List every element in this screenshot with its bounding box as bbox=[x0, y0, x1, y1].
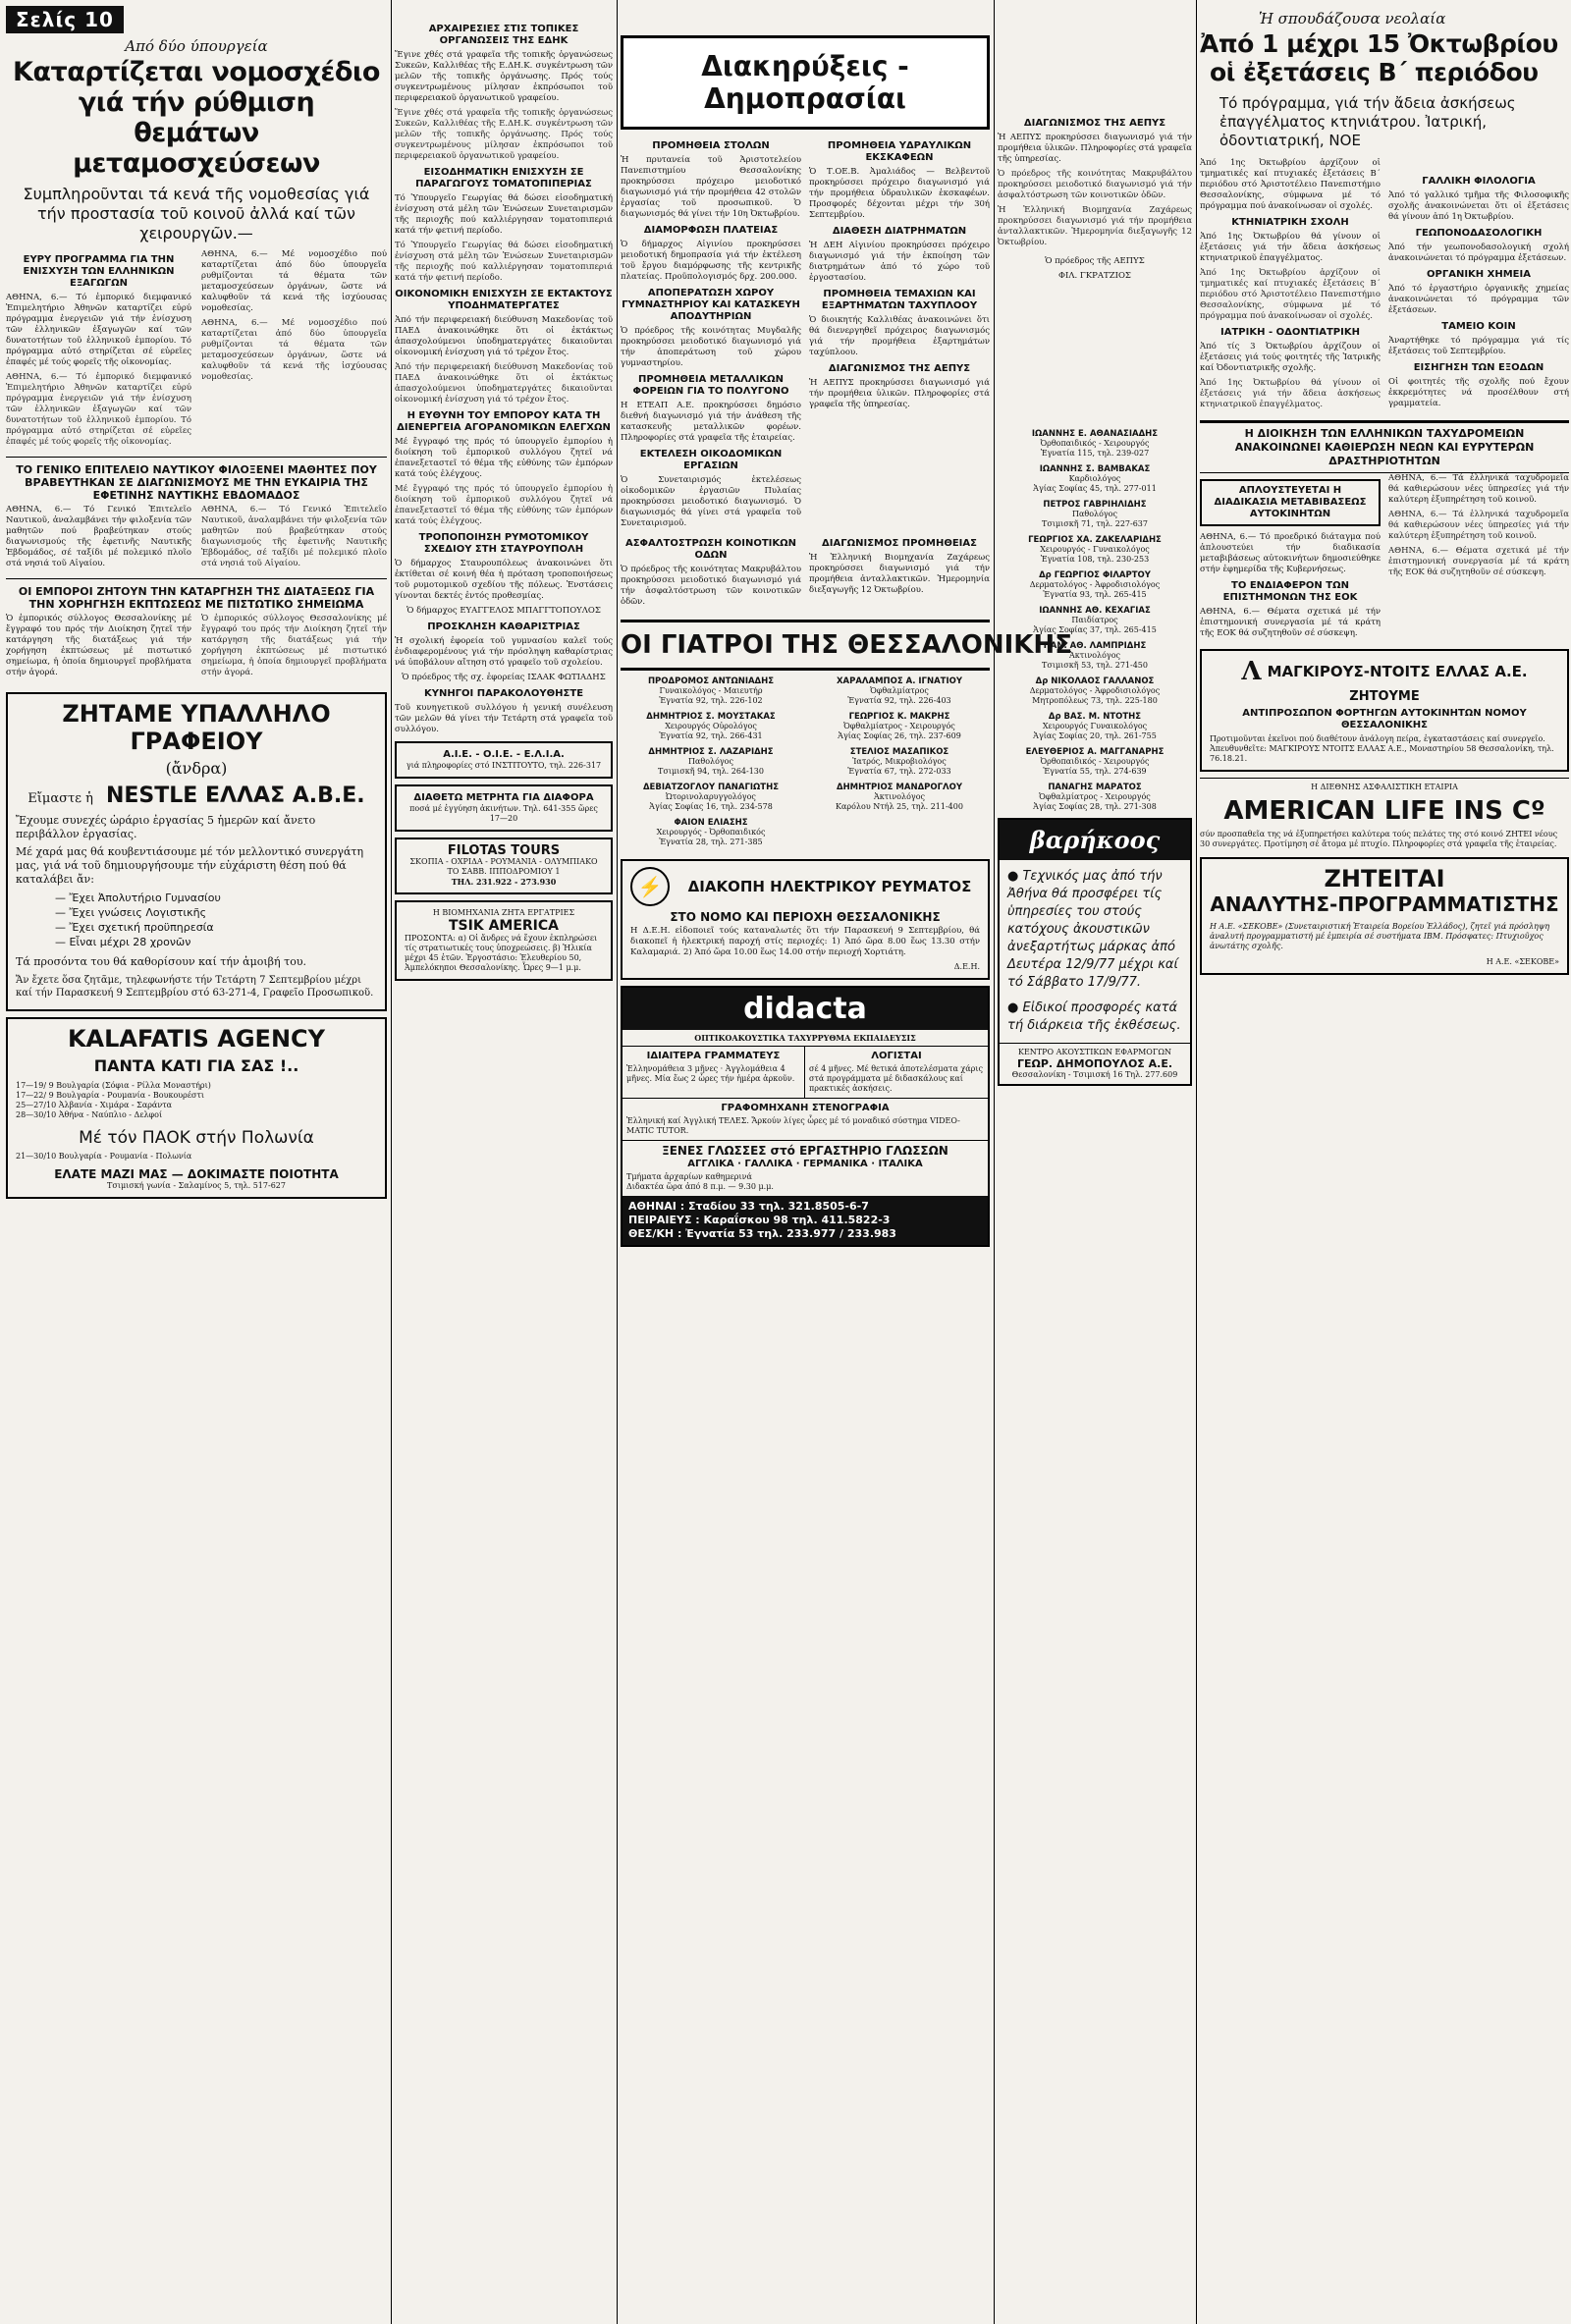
column-4 bbox=[998, 0, 1192, 2324]
post-text-cont: ΑΘΗΝΑ, 6.— Τά ἑλληνικά ταχυδρομεῖα θά καθιερώσουν νέες ὑπηρεσίες γιά τήν καλύτερη ἐξυπηρέτηση τοῦ κοινοῦ. bbox=[1388, 510, 1569, 541]
doctor-info: Ἀγίας Σοφίας 37, τηλ. 265-415 bbox=[1033, 625, 1157, 634]
doctor-name: ΦΑΙΟΝ ΕΛΙΑΣΗΣ bbox=[674, 818, 748, 828]
nestle-req-1: — Ἔχει Ἀπολυτήριο Γυμνασίου bbox=[55, 892, 221, 904]
hearing-ad-text-2-content: Εἰδικοί προσφορές κατά τή διάρκεια τῆς ἐκθέσεως. bbox=[1007, 1000, 1181, 1033]
col5-sub-2: ΙΑΤΡΙΚΗ - ΟΔΟΝΤΙΑΤΡΙΚΗ bbox=[1220, 327, 1360, 338]
doctor-info: Ἀγίας Σοφίας 20, τηλ. 261-755 bbox=[1033, 731, 1157, 740]
col2-ad4-sub: Η ΒΙΟΜΗΧΑΝΙΑ ΖΗΤΑ ΕΡΓΑΤΡΙΕΣ bbox=[432, 908, 575, 917]
col5-headline-2: οἱ ἐξετάσεις Β΄ περιόδου bbox=[1210, 58, 1539, 86]
col2-sign1: Ὁ δήμαρχος ΕΥΑΓΓΕΛΟΣ ΜΠΑΓΓΤΟΠΟΥΛΟΣ bbox=[406, 606, 601, 616]
doctor-entry bbox=[998, 747, 1192, 777]
doctor-name: ΔΗΜΗΤΡΙΟΣ ΜΑΝΔΡΟΓΛΟΥ bbox=[836, 783, 962, 792]
kalafatis-row-2: 17—22/ 9 Βουλγαρία - Ρουμανία - Βουκουρέστι bbox=[16, 1091, 205, 1100]
simplify-box bbox=[1200, 479, 1381, 526]
col2-ad1-title: Α.Ι.Ε. - Ο.Ι.Ε. - Ε.Λ.Ι.Α. bbox=[443, 749, 565, 760]
doctor-spec: Ἀκτινολόγος bbox=[1069, 651, 1120, 660]
didacta-ad bbox=[621, 986, 990, 1247]
col1-body1-cont: ΑΘΗΝΑ, 6.— Τό ἐμπορικό διεμφανικό Ἐπιμελητήριο Ἀθηνῶν καταρτίζει εὐρύ πρόγραμμα ἐνεργειῶν γιά τήν ἐνίσχυση τῶν ἐλληνικῶν ἐξαγωγῶν καί τῶν δυνατοτήτων τοῦ ἑλληνικοῦ ἐμπορίου. Τό πρόγραμμα αὐτό στηρίζεται σέ εὐρεῖες ἐπαφές μέ τούς φορεῖς τῆς οἰκονομίας. bbox=[6, 372, 191, 447]
doctor-name: ΕΛΕΥΘΕΡΙΟΣ Α. ΜΑΓΓΑΝΑΡΗΣ bbox=[1025, 747, 1165, 757]
col4-notice-cont: ΔΙΑΓΩΝΙΣΜΟΣ ΤΗΣ ΑΕΠΥΣ bbox=[1023, 118, 1166, 129]
doctor-spec: Ἀκτινολόγος bbox=[874, 792, 925, 801]
col4-sign-name: ΦΙΛ. ΓΚΡΑΤΖΙΟΣ bbox=[1058, 271, 1131, 281]
col4-notice-text-cont: Ὁ πρόεδρος τῆς κοινότητας Μακρυβάλτου προκηρύσσει μειοδοτικό διαγωνισμό γιά τήν ἀσφαλτόστρωση τῶν κοινοτικῶν ὁδῶν. bbox=[998, 169, 1192, 200]
doctor-name: Δρ ΝΙΚΟΛΑΟΣ ΓΑΛΛΑΝΟΣ bbox=[1035, 676, 1155, 686]
col2-ad3 bbox=[395, 838, 613, 894]
hearing-ad-foot-3: Θεσσαλονίκη - Τσιμισκή 16 Τηλ. 277.609 bbox=[1011, 1070, 1178, 1079]
column-2 bbox=[395, 0, 613, 2324]
doctor-info: Ἐγνατία 92, τηλ. 226-102 bbox=[659, 696, 763, 705]
hearing-ad-text-2 bbox=[1007, 1000, 1182, 1035]
doctor-entry bbox=[998, 535, 1192, 565]
kalafatis-title: KALAFATIS AGENCY bbox=[67, 1025, 326, 1053]
doctor-entry bbox=[809, 676, 990, 706]
programmer-title-1: ΖΗΤΕΙΤΑΙ bbox=[1324, 865, 1445, 892]
american-life-text: σύν προσπαθεῖα της νά ἐξυπηρετήσει καλύτερα τούς πελάτες της στό κοινό ΖΗΤΕΙ νέους 30 συνεργάτες. Προτίμηση σέ ἄτομα μέ πτυχίο. Πληροφορίες στά γραφεῖα τῆς ἑταιρείας. bbox=[1200, 830, 1558, 848]
doctor-spec: Ὀφθαλμίατρος - Χειρουργός bbox=[1039, 792, 1151, 801]
doctor-name: ΙΩΑΝΝΗΣ Ε. ΑΘΑΝΑΣΙΑΔΗΣ bbox=[1031, 429, 1159, 439]
doctor-spec: Παθολόγος bbox=[688, 757, 733, 766]
col2-ad2-title: ΔΙΑΘΕΤΩ ΜΕΤΡΗΤΑ ΓΙΑ ΔΙΑΦΟΡΑ bbox=[413, 792, 594, 803]
doctor-entry bbox=[809, 747, 990, 777]
notice-title: ΔΙΑΜΟΡΦΩΣΗ ΠΛΑΤΕΙΑΣ bbox=[643, 225, 779, 236]
doctor-spec: Χειρουργός - Γυναικολόγος bbox=[1040, 545, 1150, 554]
col1-body1: ΑΘΗΝΑ, 6.— Τό ἐμπορικό διεμφανικό Ἐπιμελητήριο Ἀθηνῶν καταρτίζει εὐρύ πρόγραμμα ἐνεργειῶν γιά τήν ἐνίσχυση τῶν ἐλληνικῶν ἐξαγωγῶν καί τῶν δυνατοτήτων τοῦ ἑλληνικοῦ ἐμπορίου. Τό πρόγραμμα αὐτό στηρίζεται σέ εὐρεῖες ἐπαφές μέ τούς φορεῖς τῆς οἰκονομίας. bbox=[6, 293, 191, 367]
didacta-course-3: ΛΟΓΙΣΤΑΙ bbox=[871, 1051, 922, 1061]
column-3 bbox=[621, 0, 1072, 2324]
magirus-ad bbox=[1200, 649, 1569, 772]
column-rule bbox=[1196, 0, 1197, 2324]
nestle-p2: Μέ χαρά μας θά κουβεντιάσουμε μέ τόν μελλοντικό συνεργάτη μας, γιά νά τοῦ δημιουργήσουμε τήν εὐχάριστη θέση πού θά καταλάβει ἄν: bbox=[16, 845, 364, 886]
doctor-name: ΠΡΟΔΡΟΜΟΣ ΑΝΤΩΝΙΑΔΗΣ bbox=[647, 676, 775, 686]
doctor-entry bbox=[998, 676, 1192, 706]
col5-body-7: Οἱ φοιτητές τῆς σχολῆς πού ἔχουν ἐκκρεμότητες νά προσέλθουν στή γραμματεία. bbox=[1388, 377, 1569, 408]
magirus-sub-1: ΖΗΤΟΥΜΕ bbox=[1349, 689, 1420, 704]
col5-body-6: Ἀπό τήν γεωπονοδασολογική σχολή ἀνακοινώνεται τό πρόγραμμα ἐξετάσεων. bbox=[1388, 243, 1569, 263]
nestle-p1: Ἔχουμε συνεχές ὡράριο ἐργασίας 5 ἡμερῶν καί ἄνετο περιβάλλον ἐργασίας. bbox=[16, 814, 316, 840]
nestle-p4: Ἄν ἔχετε ὅσα ζητᾶμε, τηλεφωνήστε τήν Τετάρτη 7 Σεπτεμβρίου μέχρι καί τήν Παρασκευή 9 Σεπτεμβρίου στό 63-271-4, Γραφεῖο Προσωπικοῦ. bbox=[16, 975, 374, 999]
nestle-title: ΖΗΤΑΜΕ ΥΠΑΛΛΗΛΟ ΓΡΑΦΕΙΟΥ bbox=[62, 700, 331, 755]
notice-text: Ὁ Συνεταιρισμός ἐκτελέσεως οἰκοδομικῶν ἐργασιῶν Πυλαίας προκηρύσσει μειοδοτικό διαγωνισμό. Ὁ διαγωνισμός θά γίνει στά γραφεῖα τοῦ Συνεταιρισμοῦ. bbox=[621, 475, 801, 528]
doctor-info: Τσιμισκῆ 53, τηλ. 271-450 bbox=[1042, 661, 1148, 670]
doctor-info: Ἀγίας Σοφίας 45, τηλ. 277-011 bbox=[1033, 484, 1157, 493]
dei-logo-icon: ⚡ bbox=[630, 867, 670, 906]
notices-right bbox=[809, 135, 990, 533]
col5-kicker: Ἡ σπουδάζουσα νεολαία bbox=[1259, 10, 1446, 27]
notice-title: ΕΚΤΕΛΕΣΗ ΟΙΚΟΔΟΜΙΚΩΝ ΕΡΓΑΣΙΩΝ bbox=[639, 449, 783, 471]
doctor-spec: Παθολόγος bbox=[1072, 510, 1117, 518]
doctor-spec: Καρδιολόγος bbox=[1068, 474, 1121, 483]
column-5 bbox=[1200, 0, 1569, 2324]
col2-ad1 bbox=[395, 741, 613, 779]
hearing-ad bbox=[998, 818, 1192, 1086]
col5-headline-1: Ἀπό 1 μέχρι 15 Ὀκτωβρίου bbox=[1200, 29, 1558, 58]
col5-body-5: Ἀπό τό γαλλικό τμῆμα τῆς Φιλοσοφικῆς σχολῆς ἀνακοινώνεται ὅτι οἱ ἐξετάσεις θά γίνουν ἀπό 1η Ὀκτωβρίου. bbox=[1388, 190, 1569, 222]
kalafatis-sub: ΠΑΝΤΑ ΚΑΤΙ ΓΙΑ ΣΑΣ !.. bbox=[93, 1056, 299, 1075]
doctor-name: ΔΕΒΙΑΤΖΟΓΛΟΥ ΠΑΝΑΓΙΩΤΗΣ bbox=[642, 783, 780, 792]
column-rule bbox=[391, 0, 392, 2324]
col2-sub4: Η ΕΥΘΥΝΗ ΤΟΥ ΕΜΠΟΡΟΥ ΚΑΤΑ ΤΗ ΔΙΕΝΕΡΓΕΙΑ ΑΓΟΡΑΝΟΜΙΚΩΝ ΕΛΕΓΧΩΝ bbox=[397, 410, 611, 433]
col5-body-2-cont: Ἀπό 1ης Ὀκτωβρίου θά γίνουν οἱ ἐξετάσεις γιά τήν ἄδεια ἀσκήσεως κτηνιατρικοῦ ἐπαγγέλματος. bbox=[1200, 378, 1381, 409]
col1-headline-2: γιά τήν ρύθμιση bbox=[78, 87, 315, 118]
power-cut-notice bbox=[621, 859, 990, 980]
didacta-course-1-text: Ἑλληνομάθεια 3 μῆνες · Ἀγγλομάθεια 4 μῆνες. Μία ἕως 2 ὧρες τήν ἡμέρα ἀρκοῦν. bbox=[626, 1064, 795, 1083]
doctor-spec: Ὀφθαλμίατρος bbox=[870, 686, 929, 695]
doctors-title: ΟΙ ΓΙΑΤΡΟΙ ΤΗΣ ΘΕΣΣΑΛΟΝΙΚΗΣ bbox=[621, 620, 990, 671]
col4-notice-text: Ἡ ΑΕΠΥΣ προκηρύσσει διαγωνισμό γιά τήν προμήθεια ὑλικῶν. Πληροφορίες στά γραφεῖα τῆς ὑπηρεσίας. bbox=[998, 133, 1192, 164]
hearing-ad-logo: βαρήκοος bbox=[1000, 820, 1190, 860]
col2-sign2: Ὁ πρόεδρος τῆς σχ. ἐφορείας ΙΣΑΑΚ ΦΩΤΙΑΔΗΣ bbox=[402, 673, 606, 682]
col2-ad4-title: TSIK AMERICA bbox=[449, 918, 559, 934]
col5-sub-3: ΟΡΓΑΝΙΚΗ ΧΗΜΕΙΑ bbox=[1427, 269, 1531, 280]
programmer-title-2: ΑΝΑΛΥΤΗΣ-ΠΡΟΓΡΑΜΜΑΤΙΣΤΗΣ bbox=[1210, 892, 1559, 916]
col2-ad3-title: FILOTAS TOURS bbox=[447, 843, 561, 858]
col1-sub1: ΕΥΡΥ ΠΡΟΓΡΑΜΜΑ ΓΙΑ ΤΗΝ ΕΝΙΣΧΥΣΗ ΤΩΝ ΕΛΛΗΝΙΚΩΝ ΕΞΑΓΩΓΩΝ bbox=[23, 254, 175, 289]
doctor-name: ΠΑΝΑΓΗΣ ΜΑΡΑΤΟΣ bbox=[1048, 783, 1142, 792]
notice-text: Ἡ πρυτανεία τοῦ Ἀριστοτελείου Πανεπιστημίου Θεσσαλονίκης προκηρύσσει πρόχειρο μειοδοτικό διαγωνισμό γιά τήν προμήθεια 42 στολῶν ἐργασίας τοῦ προσωπικοῦ. Ὁ διαγωνισμός θά γίνει τήν 10η Ὀκτωβρίου. bbox=[621, 155, 801, 219]
doctor-entry bbox=[998, 712, 1192, 741]
doctor-spec: Χειρουργός Γυναικολόγος bbox=[1042, 722, 1148, 730]
doctors-grid bbox=[621, 676, 990, 853]
hearing-ad-text-1-content: Τεχνικός μας ἀπό τήν Ἀθήνα θά προσφέρει τίς ὑπηρεσίες του στούς κατόχους ἀκουστικῶν ἀνεξαρτήτως μάρκας ἀπό Δευτέρα 12/9/77 μέχρι καί τό Σάββατο 17/9/77. bbox=[1007, 869, 1178, 990]
doctor-spec: Ὀρθοπαιδικός - Χειρουργός bbox=[1040, 439, 1150, 448]
col2-body4: Μέ ἔγγραφό της πρός τό ὑπουργεῖο ἐμπορίου ἡ διοίκηση τοῦ ἐμπορικοῦ συλλόγου ζητεῖ νά ἐπανεξεταστεῖ τό θέμα τῆς εὐθύνης τῶν ἐμπόρων κατά τούς ἐλέγχους. bbox=[395, 437, 613, 479]
notice-title: ΠΡΟΜΗΘΕΙΑ ΤΕΜΑΧΙΩΝ ΚΑΙ ΕΞΑΡΤΗΜΑΤΩΝ ΤΑΧΥΠΛΟΟΥ bbox=[821, 289, 978, 311]
col4-sign-title: Ὁ πρόεδρος τῆς ΑΕΠΥΣ bbox=[1045, 256, 1145, 266]
didacta-address-piraeus: ΠΕΙΡΑΙΕΥΣ : Καραΐσκου 98 τηλ. 411.5822-3 bbox=[628, 1214, 891, 1226]
doctor-name: ΔΗΜΗΤΡΙΟΣ Σ. ΛΑΖΑΡΙΔΗΣ bbox=[648, 747, 774, 757]
notice-title: ΔΙΑΓΩΝΙΣΜΟΣ ΠΡΟΜΗΘΕΙΑΣ bbox=[822, 538, 977, 549]
col2-ad4 bbox=[395, 900, 613, 981]
doctor-entry bbox=[998, 606, 1192, 635]
nestle-pre: Εἴμαστε ἡ bbox=[27, 791, 93, 806]
post-text: ΑΘΗΝΑ, 6.— Τά ἑλληνικά ταχυδρομεῖα θά καθιερώσουν νέες ὑπηρεσίες γιά τήν καλύτερη ἐξυπηρέτηση τοῦ κοινοῦ. bbox=[1388, 473, 1569, 505]
doctor-entry bbox=[998, 641, 1192, 671]
col2-sub2: ΕΙΣΟΔΗΜΑΤΙΚΗ ΕΝΙΣΧΥΣΗ ΣΕ ΠΑΡΑΓΩΓΟΥΣ ΤΟΜΑΤΟΠΙΠΕΡΙΑΣ bbox=[415, 167, 592, 189]
magirus-logo: ΜΑΓΚΙΡΟΥΣ-ΝΤΟΙΤΣ ΕΛΛΑΣ Α.Ε. bbox=[1267, 663, 1528, 680]
col1-kicker: Από δύο ύπουργεία bbox=[125, 37, 268, 55]
doctor-spec: Ὀρθοπαιδικός - Χειρουργός bbox=[1040, 757, 1150, 766]
doctor-info: Ἐγνατία 67, τηλ. 272-033 bbox=[847, 767, 951, 776]
power-cut-sub: ΣΤΟ ΝΟΜΟ ΚΑΙ ΠΕΡΙΟΧΗ ΘΕΣΣΑΛΟΝΙΚΗΣ bbox=[670, 910, 941, 924]
col5-body-4: Ἀναρτήθηκε τό πρόγραμμα γιά τίς ἐξετάσεις τοῦ Σεπτεμβρίου. bbox=[1388, 336, 1569, 356]
nestle-req-3: — Ἔχει σχετική προϋπηρεσία bbox=[55, 921, 214, 934]
doctor-name: ΠΕΤΡΟΣ ΓΑΒΡΙΗΛΙΔΗΣ bbox=[1043, 500, 1147, 510]
doctor-spec: Δερματολόγος - Ἀφροδισιολόγος bbox=[1029, 580, 1161, 589]
doctor-entry bbox=[998, 429, 1192, 459]
col2-sub6: ΠΡΟΣΚΛΗΣΗ ΚΑΘΑΡΙΣΤΡΙΑΣ bbox=[427, 622, 580, 632]
col5-body1: Ἀπό 1ης Ὀκτωβρίου ἀρχίζουν οἱ τμηματικές καί πτυχιακές ἐξετάσεις Β΄ περιόδου στό Ἀριστοτέλειο Πανεπιστήμιο Θεσσαλονίκης, σύμφωνα μέ τό πρόγραμμα πού ἀνακοίνωσαν οἱ σχολές. bbox=[1200, 158, 1381, 211]
doctor-info: Ἐγνατία 92, τηλ. 226-403 bbox=[847, 696, 951, 705]
doctor-info: Ἀγίας Σοφίας 28, τηλ. 271-308 bbox=[1033, 802, 1157, 811]
doctor-name: ΙΩΑΝΝΗΣ Σ. ΒΑΜΒΑΚΑΣ bbox=[1039, 464, 1151, 474]
col4-notice-text-cont-2: Ἡ Ἑλληνική Βιομηχανία Ζαχάρεως προκηρύσσει διαγωνισμό γιά τήν προμήθεια ἀνταλλακτικῶν. Ἡμερομηνία διεξαγωγῆς 12 Ὀκτωβρίου. bbox=[998, 205, 1192, 247]
kalafatis-address: Τσιμισκή γωνία - Σαλαμίνος 5, τηλ. 517-627 bbox=[107, 1181, 286, 1190]
hearing-ad-foot-2: ΓΕΩΡ. ΔΗΜΟΠΟΥΛΟΣ Α.Ε. bbox=[1016, 1057, 1173, 1070]
doctor-name: ΧΑΡΑΛΑΜΠΟΣ Α. ΙΓΝΑΤΙΟΥ bbox=[836, 676, 963, 686]
doctor-info: Ἐγνατία 93, τηλ. 265-415 bbox=[1043, 590, 1147, 599]
simplify-text: ΑΘΗΝΑ, 6.— Τό προεδρικό διάταγμα πού ἀπλουστεύει τήν διαδικασία μεταβιβάσεως αὐτοκινήτων δημοσιεύθηκε στήν ἐφημερίδα τῆς Κυβερνήσεως. bbox=[1200, 532, 1381, 574]
doctor-spec: Ὠτορινολαρυγγολόγος bbox=[666, 792, 756, 801]
simplify-title: ΑΠΛΟΥΣΤΕΥΕΤΑΙ Η ΔΙΑΔΙΚΑΣΙΑ ΜΕΤΑΒΙΒΑΣΕΩΣ ΑΥΤΟΚΙΝΗΤΩΝ bbox=[1214, 485, 1367, 519]
programmer-ad bbox=[1200, 857, 1569, 975]
notice-text: Ὁ πρόεδρος τῆς κοινότητας Μυγδαλῆς προκηρύσσει μειοδοτικό διαγωνισμό γιά τήν ἀποπεράτωση τοῦ χώρου γυμναστηρίου. bbox=[621, 326, 801, 368]
col2-sub3: ΟΙΚΟΝΟΜΙΚΗ ΕΝΙΣΧΥΣΗ ΣΕ ΕΚΤΑΚΤΟΥΣ ΥΠΟΔΗΜΑΤΕΡΓΑΤΕΣ bbox=[395, 289, 613, 311]
magirus-text: Προτιμοῦνται ἐκεῖνοι πού διαθέτουν ἀνάλογη πείρα, ἐγκαταστάσεις καί συνεργεῖο. Ἀπευθυνθεῖτε: ΜΑΓΚΙΡΟΥΣ ΝΤΟΙΤΣ ΕΛΛΑΣ Α.Ε., Μοναστηρίου 58 Θεσσαλονίκη, τηλ. 76.18.21. bbox=[1210, 734, 1554, 763]
doctor-entry bbox=[998, 464, 1192, 494]
american-life-ad bbox=[1200, 778, 1569, 849]
col1-sub3: ΟΙ ΕΜΠΟΡΟΙ ΖΗΤΟΥΝ ΤΗΝ ΚΑΤΑΡΓΗΣΗ ΤΗΣ ΔΙΑΤΑΞΕΩΣ ΓΙΑ ΤΗΝ ΧΟΡΗΓΗΣΗ ΕΚΠΤΩΣΕΩΣ ΜΕ ΠΙΣΤΩΤΙΚΟ ΣΗΜΕΙΩΜΑ bbox=[18, 585, 375, 611]
nestle-ad bbox=[6, 692, 387, 1011]
col1-headline-1: Καταρτίζεται νομοσχέδιο bbox=[13, 57, 380, 87]
doctor-name: Δρ ΒΑΣ. Μ. ΝΤΟΤΗΣ bbox=[1048, 712, 1142, 722]
kalafatis-row-3: 25—27/10 Ἀλβανία - Χιμάρα - Σαράντα bbox=[16, 1101, 173, 1109]
col5-sub-5: ΓΑΛΛΙΚΗ ΦΙΛΟΛΟΓΙΑ bbox=[1422, 176, 1536, 187]
notice-title: ΔΙΑΘΕΣΗ ΔΙΑΤΡΗΜΑΤΩΝ bbox=[832, 226, 967, 237]
interest-title: ΤΟ ΕΝΔΙΑΦΕΡΟΝ ΤΩΝ ΕΠΙΣΤΗΜΟΝΩΝ ΤΗΣ ΕΟΚ bbox=[1222, 580, 1358, 603]
col2-body5: Ὁ δήμαρχος Σταυρουπόλεως ἀνακοινώνει ὅτι ἐκτίθεται σέ κοινή θέα ἡ πρόταση τροποποιήσεως τοῦ ρυμοτομικοῦ σχεδίου τῆς πόλεως. Ἐνστάσεις γίνονται δεκτές ἐντός προθεσμίας. bbox=[395, 559, 613, 601]
didacta-tag: ΟΠΤΙΚΟΑΚΟΥΣΤΙΚΑ ΤΑΧΥΡΡΥΘΜΑ ΕΚΠΑΙΔΕΥΣΙΣ bbox=[623, 1030, 988, 1047]
languages-list: ΑΓΓΛΙΚΑ · ΓΑΛΛΙΚΑ · ΓΕΡΜΑΝΙΚΑ · ΙΤΑΛΙΚΑ bbox=[687, 1159, 923, 1169]
doctor-name: ΙΩΑΝΝΗΣ ΑΘ. ΚΕΧΑΓΙΑΣ bbox=[1039, 606, 1151, 616]
kalafatis-paok-row: 21—30/10 Βουλγαρία - Ρουμανία - Πολωνία bbox=[16, 1152, 192, 1161]
bullet-icon: ● bbox=[1007, 869, 1023, 884]
col2-body6: Ἡ σχολική ἐφορεία τοῦ γυμνασίου καλεῖ τούς ἐνδιαφερομένους γιά τήν πρόσληψη καθαρίστριας νά ὑποβάλουν αἴτηση στό γραφεῖο τοῦ σχολείου. bbox=[395, 636, 613, 668]
doctor-spec: Χειρουργός Οὐρολόγος bbox=[665, 722, 757, 730]
doctor-spec: Ἰατρός, Μικροβιολόγος bbox=[852, 757, 947, 766]
col5-deck: Τό πρόγραμμα, γιά τήν ἄδεια ἀσκήσεως ἐπαγγέλματος κτηνιάτρου. Ἰατρική, ὀδοντιατρική, ΝΟΕ bbox=[1219, 94, 1516, 149]
american-life-pre: Η ΔΙΕΘΝΗΣ ΑΣΦΑΛΙΣΤΙΚΗ ΕΤΑΙΡΙΑ bbox=[1311, 783, 1458, 791]
col2-body2: Τό Ὑπουργεῖο Γεωργίας θά δώσει εἰσοδηματική ἐνίσχυση στά μέλη τῶν Ἑνώσεων Συνεταιρισμῶν τῆς περιοχῆς πού καλλιέργησαν τοματοπιπεριά κατά τήν φετινή περίοδο. bbox=[395, 193, 613, 236]
doctor-entry bbox=[998, 570, 1192, 600]
divider bbox=[6, 578, 387, 579]
notice-title: ΠΡΟΜΗΘΕΙΑ ΜΕΤΑΛΛΙΚΩΝ ΦΟΡΕΙΩΝ ΓΙΑ ΤΟ ΠΟΛΥΓΟΝΟ bbox=[632, 374, 789, 397]
doctor-name: ΔΗΜΗΤΡΙΟΣ Σ. ΜΟΥΣΤΑΚΑΣ bbox=[646, 712, 776, 722]
magirus-logo-icon: Λ bbox=[1241, 657, 1262, 686]
hearing-ad-text-1 bbox=[1007, 868, 1182, 992]
notice-title: ΑΠΟΠΕΡΑΤΩΣΗ ΧΩΡΟΥ ΓΥΜΝΑΣΤΗΡΙΟΥ ΚΑΙ ΚΑΤΑΣΚΕΥΗ ΑΠΟΔΥΤΗΡΙΩΝ bbox=[622, 288, 800, 322]
interest-text-cont: ΑΘΗΝΑ, 6.— Θέματα σχετικά μέ τήν ἐπιστημονική συνεργασία μέ τά κράτη τῆς ΕΟΚ θά συζητηθοῦν σέ σύσκεψη. bbox=[1388, 546, 1569, 577]
didacta-address-thessaloniki: ΘΕΣ/ΚΗ : Ἐγνατία 53 τηλ. 233.977 / 233.983 bbox=[628, 1227, 896, 1240]
col2-ad4-text: ΠΡΟΣΟΝΤΑ: α) Οἱ ἄνδρες νά ἔχουν ἐκπληρώσει τίς στρατιωτικές τους ὑποχρεώσεις. β) Ἡλικία μέχρι 45 ἐτῶν. Ἐργοστάσιο: Ἐλευθερίου 50, Ἀμπελόκηποι Θεσσαλονίκης. Ὧρες 9—1 μ.μ. bbox=[405, 934, 598, 972]
col2-ad3-text: ΣΚΟΠΙΑ - ΟΧΡΙΔΑ - ΡΟΥΜΑΝΙΑ - ΟΛΥΜΠΙΑΚΟ ΤΟ ΣΑΒΒ. ΙΠΠΟΔΡΟΜΙΟΥ 1 bbox=[409, 857, 598, 876]
col2-body2-cont: Τό Ὑπουργεῖο Γεωργίας θά δώσει εἰσοδηματική ἐνίσχυση στά μέλη τῶν Ἑνώσεων Συνεταιρισμῶν τῆς περιοχῆς πού καλλιέργησαν τοματοπιπεριά κατά τήν φετινή περίοδο. bbox=[395, 241, 613, 283]
column-rule bbox=[994, 0, 995, 2324]
col2-body1-cont: Ἔγινε χθές στά γραφεῖα τῆς τοπικῆς ὀργανώσεως Συκεῶν, Καλλιθέας τῆς Ε.ΔΗ.Κ. συγκέντρωση τῶν μελῶν τῆς τοπικῆς ὀργάνωσης. Πρός τούς συγκεντρωμένους μίλησαν ἐκπρόσωποι τοῦ περιφερειακοῦ ὀργανωτικοῦ γραφείου. bbox=[395, 108, 613, 161]
power-cut-text: Η Δ.Ε.Η. εἰδοποιεῖ τούς καταναλωτές ὅτι τήν Παρασκευή 9 Σεπτεμβρίου, θά διακοπεῖ ἡ ἠλεκτρική παροχή στίς περιοχές: 1) Ἀπό ὥρα 8.00 ἕως 13.30 στήν Καλαμαριά. 2) Ἀπό ὥρα 10.00 ἕως 14.00 στήν περιοχή Χορτιάτη. bbox=[630, 926, 980, 957]
col2-ad3-phone: ΤΗΛ. 231.922 - 273.930 bbox=[451, 877, 557, 887]
american-life-title: AMERICAN LIFE INS Cº bbox=[1223, 796, 1545, 826]
col5-body-3: Ἀπό τό ἐργαστήριο ὀργανικῆς χημείας ἀνακοινώνεται τό πρόγραμμα τῶν ἐξετάσεων. bbox=[1388, 284, 1569, 315]
doctor-entry bbox=[621, 712, 801, 741]
nestle-req-4: — Εἶναι μέχρι 28 χρονῶν bbox=[55, 936, 191, 948]
kalafatis-paok: Μέ τόν ΠΑΟΚ στήν Πολωνία bbox=[79, 1128, 314, 1148]
interest-text: ΑΘΗΝΑ, 6.— Θέματα σχετικά μέ τήν ἐπιστημονική συνεργασία μέ τά κράτη τῆς ΕΟΚ θά συζητηθοῦν σέ σύσκεψη. bbox=[1200, 607, 1381, 638]
nestle-list bbox=[55, 891, 377, 949]
masthead-logo: Σελίς 10 bbox=[6, 6, 124, 33]
notice-text: Ἡ Ἑλληνική Βιομηχανία Ζαχάρεως προκηρύσσει διαγωνισμό γιά τήν προμήθεια ἀνταλλακτικῶν. Ἡμερομηνία διεξαγωγῆς 12 Ὀκτωβρίου. bbox=[809, 553, 990, 595]
doctor-entry bbox=[998, 783, 1192, 812]
doctor-name: ΠΑΝ. ΑΘ. ΛΑΜΠΡΙΔΗΣ bbox=[1043, 641, 1147, 651]
didacta-address-athens: ΑΘΗΝΑΙ : Σταδίου 33 τηλ. 321.8505-6-7 bbox=[628, 1200, 869, 1213]
doctor-entry bbox=[621, 783, 801, 812]
doctor-spec: Γυναικολόγος - Μαιευτήρ bbox=[659, 686, 763, 695]
doctor-name: Δρ ΓΕΩΡΓΙΟΣ ΦΙΛΑΡΤΟΥ bbox=[1039, 570, 1151, 580]
col1-body4-cont: Ὁ ἐμπορικός σύλλογος Θεσσαλονίκης μέ ἔγγραφό του πρός τήν Διοίκηση ζητεῖ τήν κατάργηση τῆς διατάξεως γιά τήν χορήγηση ἐκπτώσεως μέ πιστωτικό σημείωμα, ἡ ὁποία δημιουργεῖ προβλήματα στήν ἀγορά. bbox=[201, 614, 387, 677]
column-1 bbox=[6, 0, 387, 2324]
nestle-req-2: — Ἔχει γνώσεις Λογιστικῆς bbox=[55, 906, 207, 919]
doctor-name: ΓΕΩΡΓΙΟΣ ΧΑ. ΖΑΚΕΛΑΡΙΔΗΣ bbox=[1028, 535, 1162, 545]
col2-ad2 bbox=[395, 784, 613, 832]
divider bbox=[6, 457, 387, 458]
col1-body3-cont: ΑΘΗΝΑ, 6.— Τό Γενικό Ἐπιτελεῖο Ναυτικοῦ, ἀναλαμβάνει τήν φιλοξενία τῶν μαθητῶν πού βραβεύτηκαν στούς διαγωνισμούς τῆς ἐφετινῆς Ναυτικῆς Ἑβδομάδος, σέ ταξίδι μέ πολεμικό πλοῖο στά νησιά τοῦ Αἰγαίου. bbox=[201, 505, 387, 568]
col2-body7: Τοῦ κυνηγετικοῦ συλλόγου ἡ γενική συνέλευση τῶν μελῶν θά γίνει τήν Τετάρτη στά γραφεῖα τοῦ συλλόγου. bbox=[395, 703, 613, 734]
doctor-spec: Παιδίατρος bbox=[1071, 616, 1118, 624]
doctor-spec: Χειρουργός - Ὀρθοπαιδικός bbox=[656, 828, 766, 837]
col5-sub-1: ΚΤΗΝΙΑΤΡΙΚΗ ΣΧΟΛΗ bbox=[1231, 217, 1349, 228]
doctor-info: Ἐγνατία 92, τηλ. 266-431 bbox=[659, 731, 763, 740]
col5-sub-6: ΓΕΩΠΟΝΟΔΑΣΟΛΟΓΙΚΗ bbox=[1415, 228, 1543, 239]
col2-body4-cont: Μέ ἔγγραφό της πρός τό ὑπουργεῖο ἐμπορίου ἡ διοίκηση τοῦ ἐμπορικοῦ συλλόγου ζητεῖ νά ἐπανεξεταστεῖ τό θέμα τῆς εὐθύνης τῶν ἐμπόρων κατά τούς ἐλέγχους. bbox=[395, 484, 613, 526]
languages-bullet-1: Τμήματα ἀρχαρίων καθημερινά bbox=[626, 1172, 752, 1181]
col5-sub-4: ΤΑΜΕΙΟ ΚΟΙΝ bbox=[1441, 321, 1516, 332]
programmer-sign: Η Α.Ε. «ΣΕΚΟΒΕ» bbox=[1486, 957, 1559, 966]
didacta-logo: didacta bbox=[623, 988, 988, 1030]
notice-text: Ἡ ΔΕΗ Αἰγινίου προκηρύσσει πρόχειρο διαγωνισμό γιά τήν ἐκποίηση τῶν διατρημάτων ἀπό τό χώρο τοῦ ἐργοστασίου. bbox=[809, 241, 990, 283]
languages-bullet-2: Διδακτέα ὥρα ἀπό 8 π.μ. — 9.30 μ.μ. bbox=[626, 1182, 774, 1191]
notices-banner: Διακηρύξεις - Δημοπρασίαι bbox=[621, 35, 990, 130]
doctor-info: Ἐγνατία 115, τηλ. 239-027 bbox=[1040, 449, 1150, 458]
post-headline: Η ΔΙΟΙΚΗΣΗ ΤΩΝ ΕΛΛΗΝΙΚΩΝ ΤΑΧΥΔΡΟΜΕΙΩΝ ΑΝΑΚΟΙΝΩΝΕΙ ΚΑΘΙΕΡΩΣΗ ΝΕΩΝ ΚΑΙ ΕΥΡΥΤΕΡΩΝ ΔΡΑΣΤΗΡΙΟΤΗΤΩΝ bbox=[1200, 420, 1569, 473]
column-rule bbox=[617, 0, 618, 2324]
notice-title: ΠΡΟΜΗΘΕΙΑ ΣΤΟΛΩΝ bbox=[652, 140, 770, 151]
col1-body2-cont: ΑΘΗΝΑ, 6.— Μέ νομοσχέδιο πού καταρτίζεται ἀπό δύο ὑπουργεῖα ρυθμίζονται τά θέματα τῶν μεταμοσχεύσεων ὀργάνων, ὥστε νά καλυφθοῦν τά κενά τῆς ἰσχύουσας νομοθεσίας. bbox=[201, 318, 387, 382]
notice-text: Ἡ ΑΕΠΥΣ προκηρύσσει διαγωνισμό γιά τήν προμήθεια ὑλικῶν. Πληροφορίες στά γραφεῖα τῆς ὑπηρεσίας. bbox=[809, 378, 990, 409]
col2-ad1-text: γιά πληροφορίες στό ΙΝΣΤΙΤΟΥΤΟ, τηλ. 226-317 bbox=[406, 761, 602, 770]
kalafatis-slogan: ΕΛΑΤΕ ΜΑΖΙ ΜΑΣ — ΔΟΚΙΜΑΣΤΕ ΠΟΙΟΤΗΤΑ bbox=[54, 1167, 339, 1181]
doctor-info: Ἐγνατία 28, τηλ. 271-385 bbox=[659, 838, 763, 846]
notice-text: Ὁ Τ.ΟΕ.Β. Ἀμαλιάδος — Βελβεντοῦ προκηρύσσει πρόχειρο διαγωνισμό γιά τήν προμήθεια ὑδραυλικῶν ἐκσκαφέων. Προσφορές δέχονται μέχρι τήν 30ή Σεπτεμβρίου. bbox=[809, 167, 990, 220]
col1-body4: Ὁ ἐμπορικός σύλλογος Θεσσαλονίκης μέ ἔγγραφό του πρός τήν Διοίκηση ζητεῖ τήν κατάργηση τῆς διατάξεως γιά τήν χορήγηση ἐκπτώσεως μέ πιστωτικό σημείωμα, ἡ ὁποία δημιουργεῖ προβλήματα στήν ἀγορά. bbox=[6, 614, 191, 677]
col5-body-1-cont: Ἀπό 1ης Ὀκτωβρίου ἀρχίζουν οἱ τμηματικές καί πτυχιακές ἐξετάσεις Β΄ περιόδου στό Ἀριστοτέλειο Πανεπιστήμιο Θεσσαλονίκης, σύμφωνα μέ τό πρόγραμμα πού ἀνακοίνωσαν οἱ σχολές. bbox=[1200, 268, 1381, 321]
notice-title: ΠΡΟΜΗΘΕΙΑ ΥΔΡΑΥΛΙΚΩΝ ΕΚΣΚΑΦΕΩΝ bbox=[827, 140, 972, 163]
notice-text: Η ΕΤΕΑΠ Α.Ε. προκηρύσσει δημόσιο διεθνή διαγωνισμό γιά τήν ἀνάθεση τῆς κατασκευῆς μεταλλικῶν φορέων. Πληροφορίες στά γραφεῖα τῆς ἑταιρείας. bbox=[621, 401, 801, 443]
kalafatis-row-1: 17—19/ 9 Βουλγαρία (Σόφια - Ρίλλα Μοναστήρι) bbox=[16, 1081, 211, 1090]
didacta-course-1: ΙΔΙΑΙΤΕΡΑ ΓΡΑΜΜΑΤΕΥΣ bbox=[646, 1051, 781, 1061]
kalafatis-row-4: 28—30/10 Ἀθήνα - Ναύπλιο - Δελφοί bbox=[16, 1110, 163, 1119]
kalafatis-ad bbox=[6, 1017, 387, 1199]
col2-body1: Ἔγινε χθές στά γραφεῖα τῆς τοπικῆς ὀργανώσεως Συκεῶν, Καλλιθέας τῆς Ε.ΔΗ.Κ. συγκέντρωση τῶν μελῶν τῆς τοπικῆς ὀργάνωσης. Πρός τούς συγκεντρωμένους μίλησαν ἐκπρόσωποι τοῦ περιφερειακοῦ ὀργανωτικοῦ γραφείου. bbox=[395, 50, 613, 103]
notice-text: Ὁ διοικητής Καλλιθέας ἀνακοινώνει ὅτι θά διενεργηθεῖ πρόχειρος διαγωνισμός γιά τήν προμήθεια ἐξαρτημάτων ταχύπλοου. bbox=[809, 315, 990, 357]
hearing-ad-foot-1: ΚΕΝΤΡΟ ΑΚΟΥΣΤΙΚΩΝ ΕΦΑΡΜΟΓΩΝ bbox=[1017, 1048, 1172, 1056]
notice-text: Ὁ δήμαρχος Αἰγινίου προκηρύσσει μειοδοτική δημοπρασία γιά τήν ἐκτέλεση τοῦ ἔργου διαμόρφωσης τῆς κεντρικῆς πλατείας. Προϋπολογισμός δρχ. 200.000. bbox=[621, 240, 801, 282]
doctor-info: Ἀγίας Σοφίας 16, τηλ. 234-578 bbox=[649, 802, 773, 811]
doctor-info: Ἀγίας Σοφίας 26, τηλ. 237-609 bbox=[838, 731, 961, 740]
notice-title: ΑΣΦΑΛΤΟΣΤΡΩΣΗ ΚΟΙΝΟΤΙΚΩΝ ΟΔΩΝ bbox=[624, 538, 797, 561]
col2-sub7: ΚΥΝΗΓΟΙ ΠΑΡΑΚΟΛΟΥΘΗΣΤΕ bbox=[423, 688, 584, 699]
col5-body-2: Ἀπό τίς 3 Ὀκτωβρίου ἀρχίζουν οἱ ἐξετάσεις γιά τούς φοιτητές τῆς Ἰατρικῆς καί Ὀδοντιατρικῆς σχολῆς. bbox=[1200, 342, 1381, 373]
bullet-icon: ● bbox=[1007, 1000, 1023, 1015]
col2-body3-cont: Ἀπό τήν περιφερειακή διεύθυνση Μακεδονίας τοῦ ΠΑΕΔ ἀνακοινώθηκε ὅτι οἱ ἐκτάκτως ἀπασχολούμενοι ὑποδηματεργάτες δικαιοῦνται οἰκονομική ἐνίσχυση γιά τό τρέχον ἔτος. bbox=[395, 362, 613, 405]
doctor-entry bbox=[621, 818, 801, 847]
doctor-info: Τσιμισκῆ 94, τηλ. 264-130 bbox=[658, 767, 764, 776]
doctor-name: ΓΕΩΡΓΙΟΣ Κ. ΜΑΚΡΗΣ bbox=[848, 712, 950, 722]
doctor-spec: Ὀφθαλμίατρος - Χειρουργός bbox=[843, 722, 955, 730]
didacta-course-3-text: σέ 4 μῆνες. Μέ θετικά ἀποτελέσματα χάρις στά προγράμματα μέ διδασκάλους καί πρακτικές ἀσκήσεις. bbox=[809, 1064, 983, 1093]
notice-title: ΔΙΑΓΩΝΙΣΜΟΣ ΤΗΣ ΑΕΠΥΣ bbox=[828, 363, 971, 374]
col1-body2: ΑΘΗΝΑ, 6.— Μέ νομοσχέδιο πού καταρτίζεται ἀπό δύο ὑπουργεῖα ρυθμίζονται τά θέματα τῶν μεταμοσχεύσεων ὀργάνων, ὥστε νά καλυφθοῦν τά κενά τῆς ἰσχύουσας νομοθεσίας. bbox=[201, 249, 387, 313]
doctor-info: Ἐγνατία 108, τηλ. 230-253 bbox=[1040, 555, 1150, 564]
magirus-sub-2: ΑΝΤΙΠΡΟΣΩΠΟΝ ΦΟΡΤΗΓΩΝ ΑΥΤΟΚΙΝΗΤΩΝ ΝΟΜΟΥ ΘΕΣΣΑΛΟΝΙΚΗΣ bbox=[1242, 708, 1527, 730]
doctor-info: Τσιμισκῆ 71, τηλ. 227-637 bbox=[1042, 519, 1148, 528]
doctor-entry bbox=[809, 712, 990, 741]
didacta-course-2-text: Ἑλληνική καί Ἀγγλική ΤΕΛΕΣ. Ἄρκούν λίγες ὧρες μέ τό μοναδικό σύστημα VIDEO-MATIC TUTOR. bbox=[626, 1116, 960, 1135]
doctor-info: Καρόλου Ντήλ 25, τηλ. 211-400 bbox=[836, 802, 963, 811]
doctor-entry bbox=[998, 500, 1192, 529]
notices-left bbox=[621, 135, 801, 533]
col5-body-1: Ἀπό 1ης Ὀκτωβρίου θά γίνουν οἱ ἐξετάσεις γιά τήν ἄδεια ἀσκήσεως κτηνιατρικοῦ ἐπαγγέλματος. bbox=[1200, 232, 1381, 263]
doctor-name: ΣΤΕΛΙΟΣ ΜΑΣΑΠΙΚΟΣ bbox=[849, 747, 949, 757]
col5-sub-7: ΕΙΣΗΓΗΣΗ ΤΩΝ ΕΞΟΔΩΝ bbox=[1413, 362, 1544, 373]
col2-ad2-text: ποσά μέ ἐγγύηση ἀκινήτων. Τηλ. 641-355 ὥρες 17—20 bbox=[409, 804, 598, 823]
col2-sub5: ΤΡΟΠΟΠΟΙΗΣΗ ΡΥΜΟΤΟΜΙΚΟΥ ΣΧΕΔΙΟΥ ΣΤΗ ΣΤΑΥΡΟΥΠΟΛΗ bbox=[418, 532, 589, 555]
col2-sub1: ΑΡΧΑΙΡΕΣΙΕΣ ΣΤΙΣ ΤΟΠΙΚΕΣ ΟΡΓΑΝΩΣΕΙΣ ΤΗΣ ΕΔΗΚ bbox=[428, 24, 579, 46]
doctor-entry bbox=[621, 676, 801, 706]
doctor-entry bbox=[621, 747, 801, 777]
didacta-course-2: ΓΡΑΦΟΜΗΧΑΝΗ ΣΤΕΝΟΓΡΑΦΙΑ bbox=[721, 1103, 890, 1113]
col1-headline-3: θεμάτων μεταμοσχεύσεων bbox=[73, 118, 320, 179]
doctor-spec: Δερματολόγος - Ἀφροδισιολόγος bbox=[1029, 686, 1161, 695]
col2-body3: Ἀπό τήν περιφερειακή διεύθυνση Μακεδονίας τοῦ ΠΑΕΔ ἀνακοινώθηκε ὅτι οἱ ἐκτάκτως ἀπασχολούμενοι ὑποδηματεργάτες δικαιοῦνται οἰκονομική ἐνίσχυση γιά τό τρέχον ἔτος. bbox=[395, 315, 613, 357]
doctor-info: Ἐγνατία 55, τηλ. 274-639 bbox=[1043, 767, 1147, 776]
doctor-info: Μητροπόλεως 73, τηλ. 225-180 bbox=[1032, 696, 1158, 705]
col1-body3: ΑΘΗΝΑ, 6.— Τό Γενικό Ἐπιτελεῖο Ναυτικοῦ, ἀναλαμβάνει τήν φιλοξενία τῶν μαθητῶν πού βραβεύτηκαν στούς διαγωνισμούς τῆς ἐφετινῆς Ναυτικῆς Ἑβδομάδος, σέ ταξίδι μέ πολεμικό πλοῖο στά νησιά τοῦ Αἰγαίου. bbox=[6, 505, 191, 568]
power-cut-sign: Δ.Ε.Η. bbox=[953, 962, 980, 971]
col1-deck: Συμπληροῦνται τά κενά τῆς νομοθεσίας γιά τήν προστασία τοῦ κοινοῦ ἀλλά καί τῶν χειρουργῶν.— bbox=[23, 185, 370, 243]
col1-sub2: ΤΟ ΓΕΝΙΚΟ ΕΠΙΤΕΛΕΙΟ ΝΑΥΤΙΚΟΥ ΦΙΛΟΞΕΝΕΙ ΜΑΘΗΤΕΣ ΠΟΥ ΒΡΑΒΕΥΤΗΚΑΝ ΣΕ ΔΙΑΓΩΝΙΣΜΟΥΣ ΜΕ ΤΗΝ ΕΥΚΑΙΡΙΑ ΤΗΣ ΕΦΕΤΙΝΗΣ ΝΑΥΤΙΚΗΣ ΕΒΔΟΜΑΔΟΣ bbox=[16, 463, 377, 502]
nestle-p3: Τά προσόντα του θά καθορίσουν καί τήν ἀμοιβή του. bbox=[16, 955, 307, 968]
doctor-entry bbox=[809, 783, 990, 812]
languages-title: ΞΕΝΕΣ ΓΛΩΣΣΕΣ στό ΕΡΓΑΣΤΗΡΙΟ ΓΛΩΣΣΩΝ bbox=[662, 1144, 948, 1158]
nestle-brand: NESTLE ΕΛΛΑΣ Α.Β.Ε. bbox=[105, 784, 365, 808]
nestle-gender: (ἄνδρα) bbox=[165, 759, 228, 778]
notice-text: Ὁ πρόεδρος τῆς κοινότητας Μακρυβάλτου προκηρύσσει μειοδοτικό διαγωνισμό γιά τήν ἀσφαλτόστρωση τῶν κοινοτικῶν ὁδῶν. bbox=[621, 565, 801, 607]
power-cut-title: ΔΙΑΚΟΠΗ ΗΛΕΚΤΡΙΚΟΥ ΡΕΥΜΑΤΟΣ bbox=[687, 878, 972, 895]
programmer-text: Η Α.Ε. «ΣΕΚΟΒΕ» (Συνεταιριστική Ἑταιρεία Βορείου Ἑλλάδος), ζητεῖ γιά πρόσληψη ἀναλυτή προγραμματιστή μέ ἐμπειρία σέ συστήματα IBM. Πρόσφατες: Πτυχιοῦχος ἀνωτάτης σχολῆς. bbox=[1210, 922, 1550, 950]
